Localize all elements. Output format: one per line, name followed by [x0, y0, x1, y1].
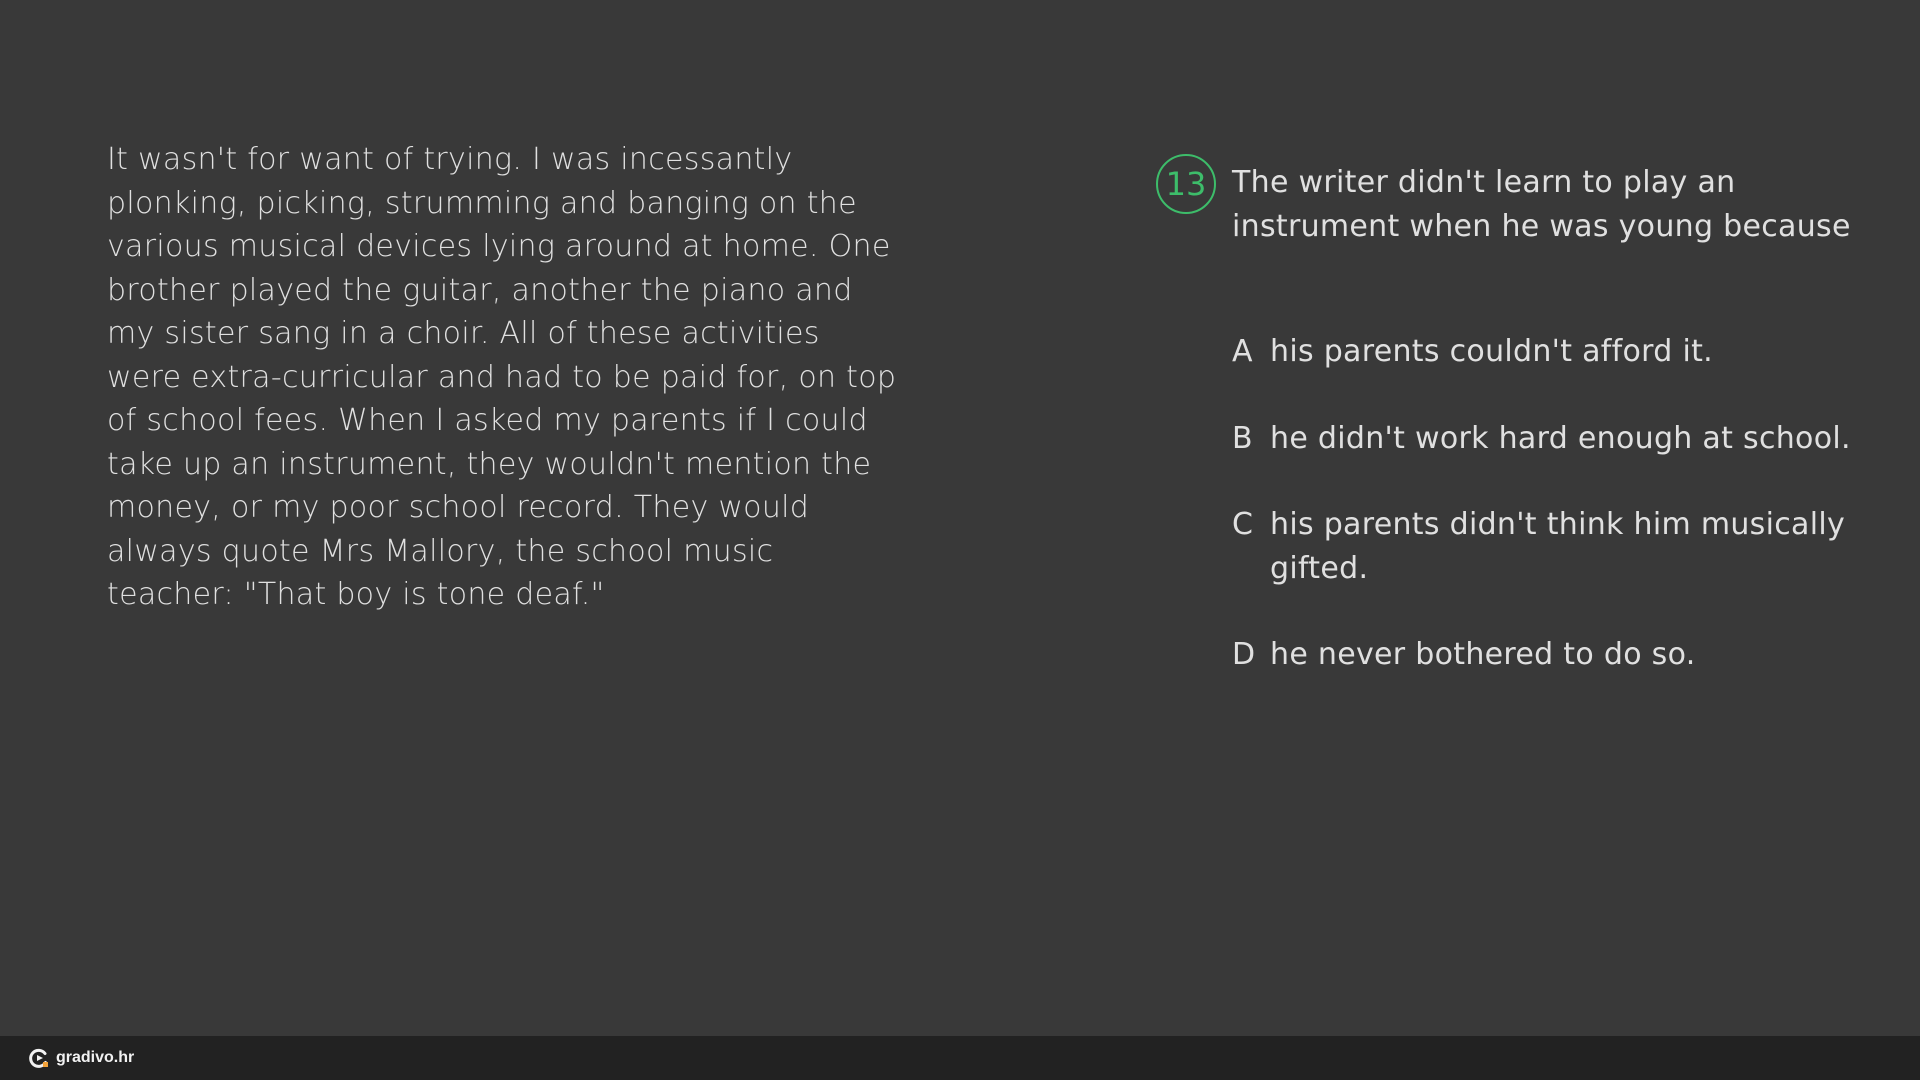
brand-name: gradivo.hr — [56, 1049, 135, 1066]
option-d[interactable] — [1232, 633, 1882, 677]
option-text: he never bothered to do so. — [1270, 637, 1696, 672]
option-text: he didn't work hard enough at school. — [1270, 420, 1851, 456]
gradivo-logo-icon — [28, 1047, 50, 1069]
option-b[interactable] — [1232, 417, 1882, 461]
answer-options — [1232, 330, 1882, 720]
option-letter: B — [1232, 420, 1253, 456]
brand[interactable] — [28, 1047, 134, 1069]
question-number-badge: 13 — [1156, 154, 1216, 214]
option-text: his parents couldn't afford it. — [1270, 334, 1713, 369]
footer-bar — [0, 1036, 1920, 1080]
option-c[interactable] — [1232, 503, 1882, 590]
option-text: his parents didn't think him musically gifted. — [1270, 507, 1846, 586]
option-letter: D — [1232, 637, 1256, 672]
option-letter: C — [1232, 507, 1254, 542]
option-a[interactable] — [1232, 330, 1882, 374]
reading-passage: It wasn't for want of trying. I was incessantly plonking, picking, strumming and banging on the various musical devices lying around at home. One brother played the guitar, another the piano and my sister sang in a choir. All of these activities were extra-curricular and had to be paid for, on top of school fees. When I asked my parents if I could take up an instrument, they wouldn't mention the money, or my poor school record. They would always quote Mrs Mallory, the school music teacher: "That boy is tone deaf." — [107, 142, 897, 612]
question-stem: The writer didn't learn to play an instrument when he was young because — [1232, 165, 1851, 244]
option-letter: A — [1232, 334, 1253, 369]
